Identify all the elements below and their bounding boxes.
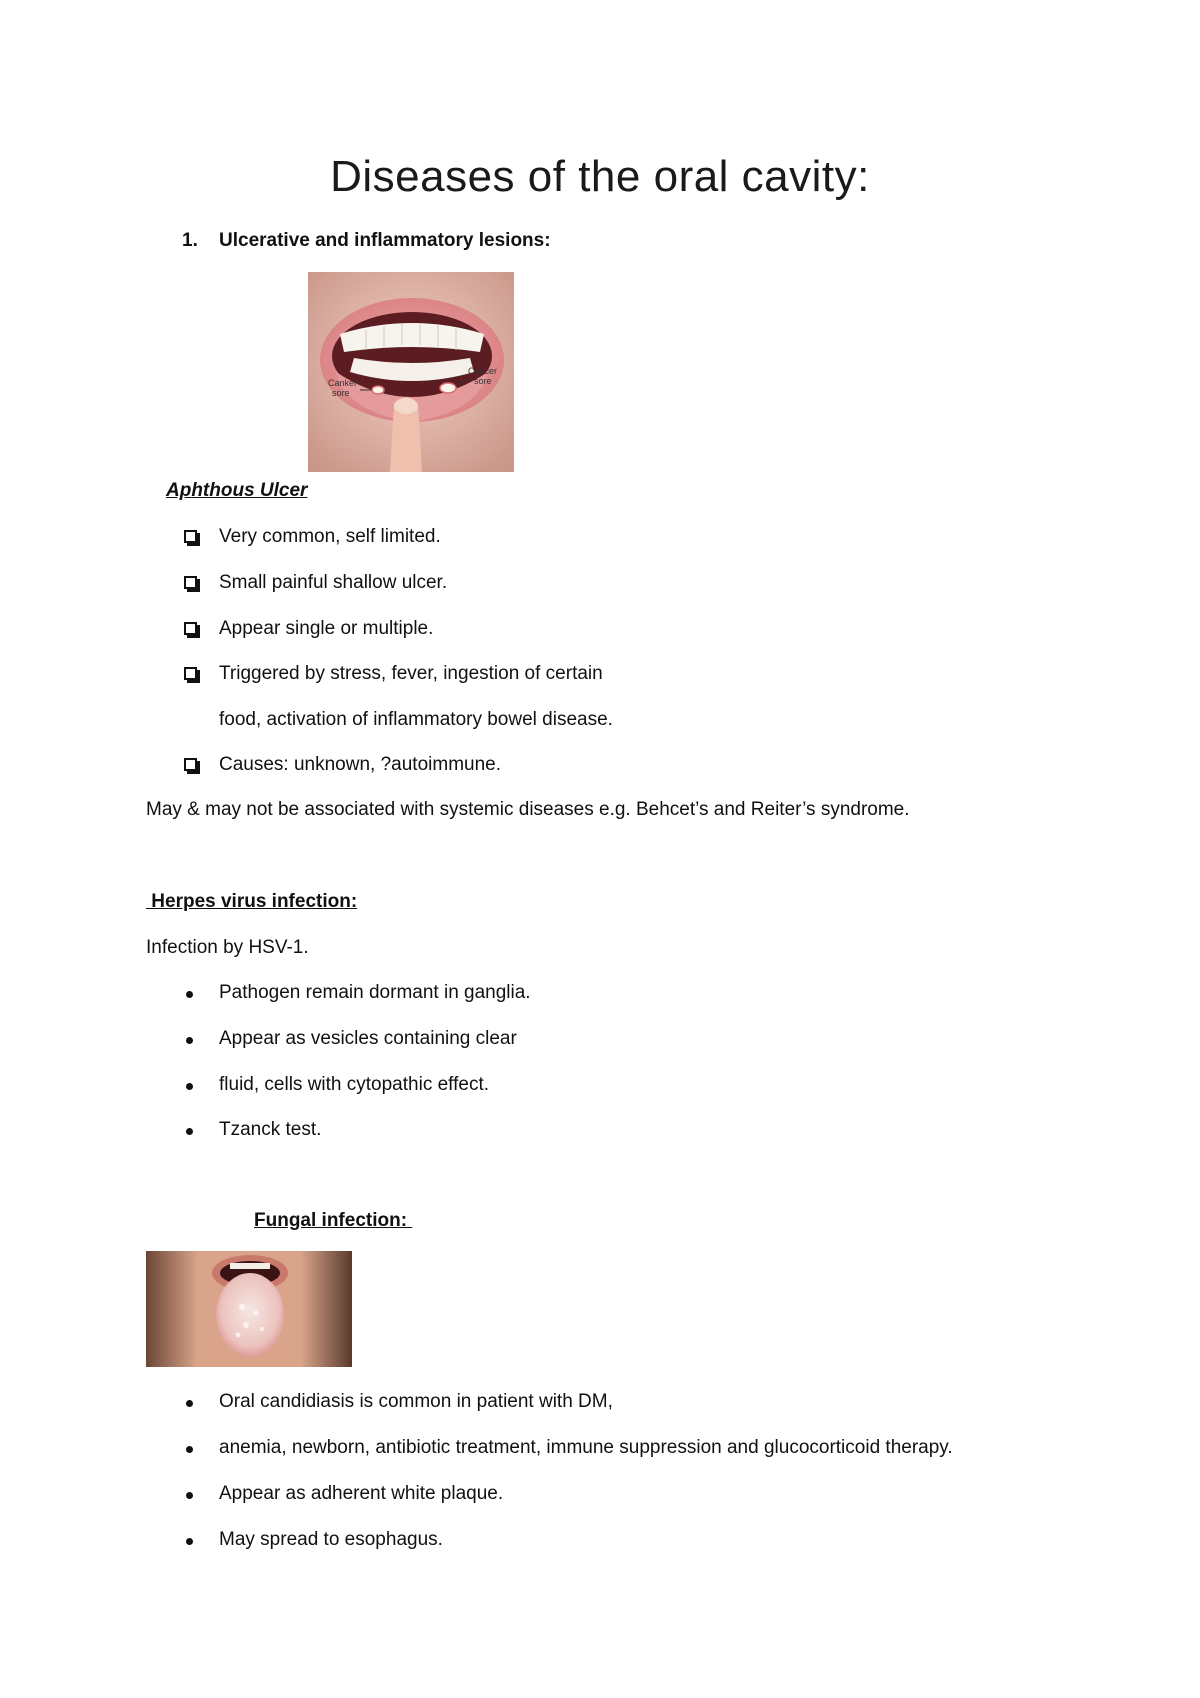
- list-item: Appear as adherent white plaque.: [219, 1483, 504, 1504]
- list-item: Triggered by stress, fever, ingestion of certain: [219, 663, 603, 684]
- list-item: Appear single or multiple.: [219, 618, 434, 639]
- list-item: fluid, cells with cytopathic effect.: [219, 1074, 489, 1095]
- systemic-note: May & may not be associated with systemic diseases e.g. Behcet’s and Reiter’s syndrome.: [146, 799, 910, 820]
- bullet-icon: [186, 1492, 193, 1499]
- bullet-icon: [186, 991, 193, 998]
- svg-text:sore: sore: [332, 388, 350, 398]
- oral-candidiasis-image: [146, 1251, 352, 1367]
- list-item: anemia, newborn, antibiotic treatment, immune suppression and glucocorticoid therapy.: [219, 1437, 953, 1458]
- herpes-intro: Infection by HSV-1.: [146, 937, 309, 958]
- svg-text:sore: sore: [474, 376, 492, 386]
- fungal-heading: Fungal infection:: [254, 1210, 413, 1231]
- bullet-icon: [186, 1446, 193, 1453]
- bullet-icon: [186, 1037, 193, 1044]
- aphthous-ulcer-heading: Aphthous Ulcer: [166, 480, 308, 501]
- bullet-icon: [186, 1400, 193, 1407]
- section-heading: Ulcerative and inflammatory lesions:: [219, 230, 551, 251]
- section-number: 1.: [182, 230, 198, 251]
- figure-label-right: Cancer: [468, 366, 498, 376]
- checkbox-icon: [184, 667, 197, 680]
- list-item: Tzanck test.: [219, 1119, 322, 1140]
- list-item: Appear as vesicles containing clear: [219, 1028, 517, 1049]
- checkbox-icon: [184, 758, 197, 771]
- list-item: Very common, self limited.: [219, 526, 441, 547]
- list-item: May spread to esophagus.: [219, 1529, 443, 1550]
- bullet-icon: [186, 1128, 193, 1135]
- herpes-heading: Herpes virus infection:: [146, 891, 358, 912]
- bullet-icon: [186, 1538, 193, 1545]
- checkbox-icon: [184, 622, 197, 635]
- list-item: Oral candidiasis is common in patient with DM,: [219, 1391, 613, 1412]
- checkbox-icon: [184, 530, 197, 543]
- list-item: Pathogen remain dormant in ganglia.: [219, 982, 531, 1003]
- figure-label-left: Canker: [328, 378, 358, 388]
- list-item: Small painful shallow ulcer.: [219, 572, 448, 593]
- list-item: Causes: unknown, ?autoimmune.: [219, 754, 501, 775]
- checkbox-icon: [184, 576, 197, 589]
- bullet-icon: [186, 1083, 193, 1090]
- page-title: Diseases of the oral cavity:: [330, 152, 870, 201]
- list-item-continuation: food, activation of inflammatory bowel disease.: [219, 709, 613, 730]
- aphthous-ulcer-image: [308, 272, 514, 472]
